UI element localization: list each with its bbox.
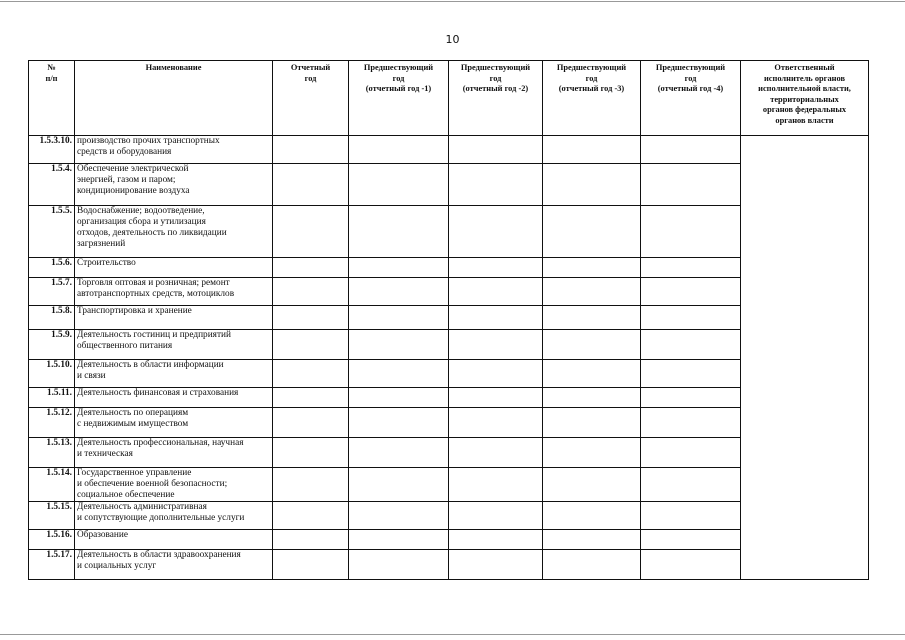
cell-prev-year-1 bbox=[349, 550, 449, 580]
cell-reporting-year bbox=[273, 360, 349, 388]
cell-prev-year-4 bbox=[641, 550, 741, 580]
cell-prev-year-4 bbox=[641, 258, 741, 278]
row-number: 1.5.11. bbox=[29, 388, 75, 408]
cell-prev-year-2 bbox=[449, 164, 543, 206]
row-number: 1.5.7. bbox=[29, 278, 75, 306]
cell-prev-year-1 bbox=[349, 330, 449, 360]
cell-prev-year-4 bbox=[641, 206, 741, 258]
cell-prev-year-2 bbox=[449, 408, 543, 438]
row-number: 1.5.17. bbox=[29, 550, 75, 580]
header-prev-year-3: Предшествующий год (отчетный год -3) bbox=[543, 61, 641, 136]
cell-prev-year-3 bbox=[543, 206, 641, 258]
cell-prev-year-1 bbox=[349, 408, 449, 438]
row-name: Деятельность гостиниц и предприятий общественного питания bbox=[75, 330, 273, 360]
cell-prev-year-3 bbox=[543, 502, 641, 530]
row-number: 1.5.6. bbox=[29, 258, 75, 278]
page-number: 10 bbox=[445, 33, 460, 46]
cell-prev-year-2 bbox=[449, 468, 543, 502]
header-num: № п/п bbox=[29, 61, 75, 136]
cell-prev-year-2 bbox=[449, 360, 543, 388]
cell-prev-year-1 bbox=[349, 206, 449, 258]
cell-prev-year-1 bbox=[349, 306, 449, 330]
row-name: Транспортировка и хранение bbox=[75, 306, 273, 330]
cell-prev-year-1 bbox=[349, 388, 449, 408]
cell-prev-year-3 bbox=[543, 330, 641, 360]
cell-prev-year-2 bbox=[449, 330, 543, 360]
header-prev-year-1: Предшествующий год (отчетный год -1) bbox=[349, 61, 449, 136]
cell-reporting-year bbox=[273, 468, 349, 502]
header-prev-year-4: Предшествующий год (отчетный год -4) bbox=[641, 61, 741, 136]
cell-reporting-year bbox=[273, 438, 349, 468]
cell-prev-year-1 bbox=[349, 360, 449, 388]
cell-prev-year-4 bbox=[641, 408, 741, 438]
cell-reporting-year bbox=[273, 502, 349, 530]
cell-prev-year-3 bbox=[543, 550, 641, 580]
row-number: 1.5.13. bbox=[29, 438, 75, 468]
cell-prev-year-1 bbox=[349, 502, 449, 530]
cell-prev-year-4 bbox=[641, 360, 741, 388]
cell-prev-year-4 bbox=[641, 530, 741, 550]
cell-prev-year-4 bbox=[641, 136, 741, 164]
row-name: Деятельность в области здравоохранения и социальных услуг bbox=[75, 550, 273, 580]
header-reporting-year: Отчетный год bbox=[273, 61, 349, 136]
cell-prev-year-4 bbox=[641, 468, 741, 502]
cell-reporting-year bbox=[273, 388, 349, 408]
cell-prev-year-2 bbox=[449, 502, 543, 530]
cell-prev-year-3 bbox=[543, 164, 641, 206]
cell-prev-year-4 bbox=[641, 438, 741, 468]
row-name: Деятельность по операциям с недвижимым имуществом bbox=[75, 408, 273, 438]
cell-prev-year-2 bbox=[449, 278, 543, 306]
cell-prev-year-2 bbox=[449, 136, 543, 164]
cell-prev-year-1 bbox=[349, 468, 449, 502]
cell-prev-year-3 bbox=[543, 278, 641, 306]
scan-artifact-top bbox=[0, 1, 905, 2]
header-prev-year-2: Предшествующий год (отчетный год -2) bbox=[449, 61, 543, 136]
cell-reporting-year bbox=[273, 306, 349, 330]
cell-prev-year-1 bbox=[349, 136, 449, 164]
row-number: 1.5.5. bbox=[29, 206, 75, 258]
cell-prev-year-2 bbox=[449, 550, 543, 580]
row-number: 1.5.15. bbox=[29, 502, 75, 530]
cell-prev-year-2 bbox=[449, 206, 543, 258]
cell-prev-year-2 bbox=[449, 258, 543, 278]
row-name: Обеспечение электрической энергией, газом и паром; кондиционирование воздуха bbox=[75, 164, 273, 206]
scan-artifact-bottom bbox=[0, 634, 905, 635]
row-number: 1.5.12. bbox=[29, 408, 75, 438]
cell-prev-year-4 bbox=[641, 330, 741, 360]
row-name: Деятельность финансовая и страхования bbox=[75, 388, 273, 408]
cell-prev-year-3 bbox=[543, 438, 641, 468]
cell-reporting-year bbox=[273, 330, 349, 360]
cell-reporting-year bbox=[273, 278, 349, 306]
cell-prev-year-3 bbox=[543, 258, 641, 278]
cell-prev-year-1 bbox=[349, 530, 449, 550]
row-number: 1.5.9. bbox=[29, 330, 75, 360]
cell-prev-year-3 bbox=[543, 360, 641, 388]
cell-reporting-year bbox=[273, 530, 349, 550]
cell-prev-year-1 bbox=[349, 164, 449, 206]
cell-prev-year-4 bbox=[641, 388, 741, 408]
cell-prev-year-3 bbox=[543, 468, 641, 502]
row-name: Государственное управление и обеспечение военной безопасности; социальное обеспечение bbox=[75, 468, 273, 502]
cell-prev-year-4 bbox=[641, 306, 741, 330]
row-name: Деятельность административная и сопутствующие дополнительные услуги bbox=[75, 502, 273, 530]
cell-reporting-year bbox=[273, 136, 349, 164]
cell-prev-year-4 bbox=[641, 278, 741, 306]
row-name: Деятельность в области информации и связи bbox=[75, 360, 273, 388]
cell-prev-year-2 bbox=[449, 438, 543, 468]
cell-prev-year-4 bbox=[641, 164, 741, 206]
header-responsible: Ответственный исполнитель органов исполнительной власти, территориальных органов федеральных органов власти bbox=[741, 61, 869, 136]
cell-prev-year-1 bbox=[349, 438, 449, 468]
cell-reporting-year bbox=[273, 164, 349, 206]
row-name: Торговля оптовая и розничная; ремонт автотранспортных средств, мотоциклов bbox=[75, 278, 273, 306]
cell-prev-year-1 bbox=[349, 278, 449, 306]
header-name: Наименование bbox=[75, 61, 273, 136]
row-name: Деятельность профессиональная, научная и техническая bbox=[75, 438, 273, 468]
row-number: 1.5.3.10. bbox=[29, 136, 75, 164]
cell-prev-year-2 bbox=[449, 388, 543, 408]
cell-reporting-year bbox=[273, 408, 349, 438]
cell-prev-year-3 bbox=[543, 530, 641, 550]
table-row bbox=[29, 136, 869, 164]
row-number: 1.5.16. bbox=[29, 530, 75, 550]
table-body bbox=[29, 136, 869, 580]
row-number: 1.5.8. bbox=[29, 306, 75, 330]
cell-prev-year-3 bbox=[543, 388, 641, 408]
row-number: 1.5.14. bbox=[29, 468, 75, 502]
row-name: производство прочих транспортных средств и оборудования bbox=[75, 136, 273, 164]
row-name: Водоснабжение; водоотведение, организация сбора и утилизация отходов, деятельность по ликвидации загрязнений bbox=[75, 206, 273, 258]
cell-reporting-year bbox=[273, 550, 349, 580]
cell-prev-year-4 bbox=[641, 502, 741, 530]
cell-prev-year-1 bbox=[349, 258, 449, 278]
cell-responsible bbox=[741, 136, 869, 580]
cell-prev-year-3 bbox=[543, 306, 641, 330]
header-row bbox=[29, 61, 869, 136]
row-name: Строительство bbox=[75, 258, 273, 278]
row-name: Образование bbox=[75, 530, 273, 550]
row-number: 1.5.4. bbox=[29, 164, 75, 206]
cell-prev-year-2 bbox=[449, 530, 543, 550]
cell-prev-year-2 bbox=[449, 306, 543, 330]
cell-prev-year-3 bbox=[543, 408, 641, 438]
row-number: 1.5.10. bbox=[29, 360, 75, 388]
report-table bbox=[28, 60, 869, 580]
cell-reporting-year bbox=[273, 206, 349, 258]
cell-reporting-year bbox=[273, 258, 349, 278]
cell-prev-year-3 bbox=[543, 136, 641, 164]
